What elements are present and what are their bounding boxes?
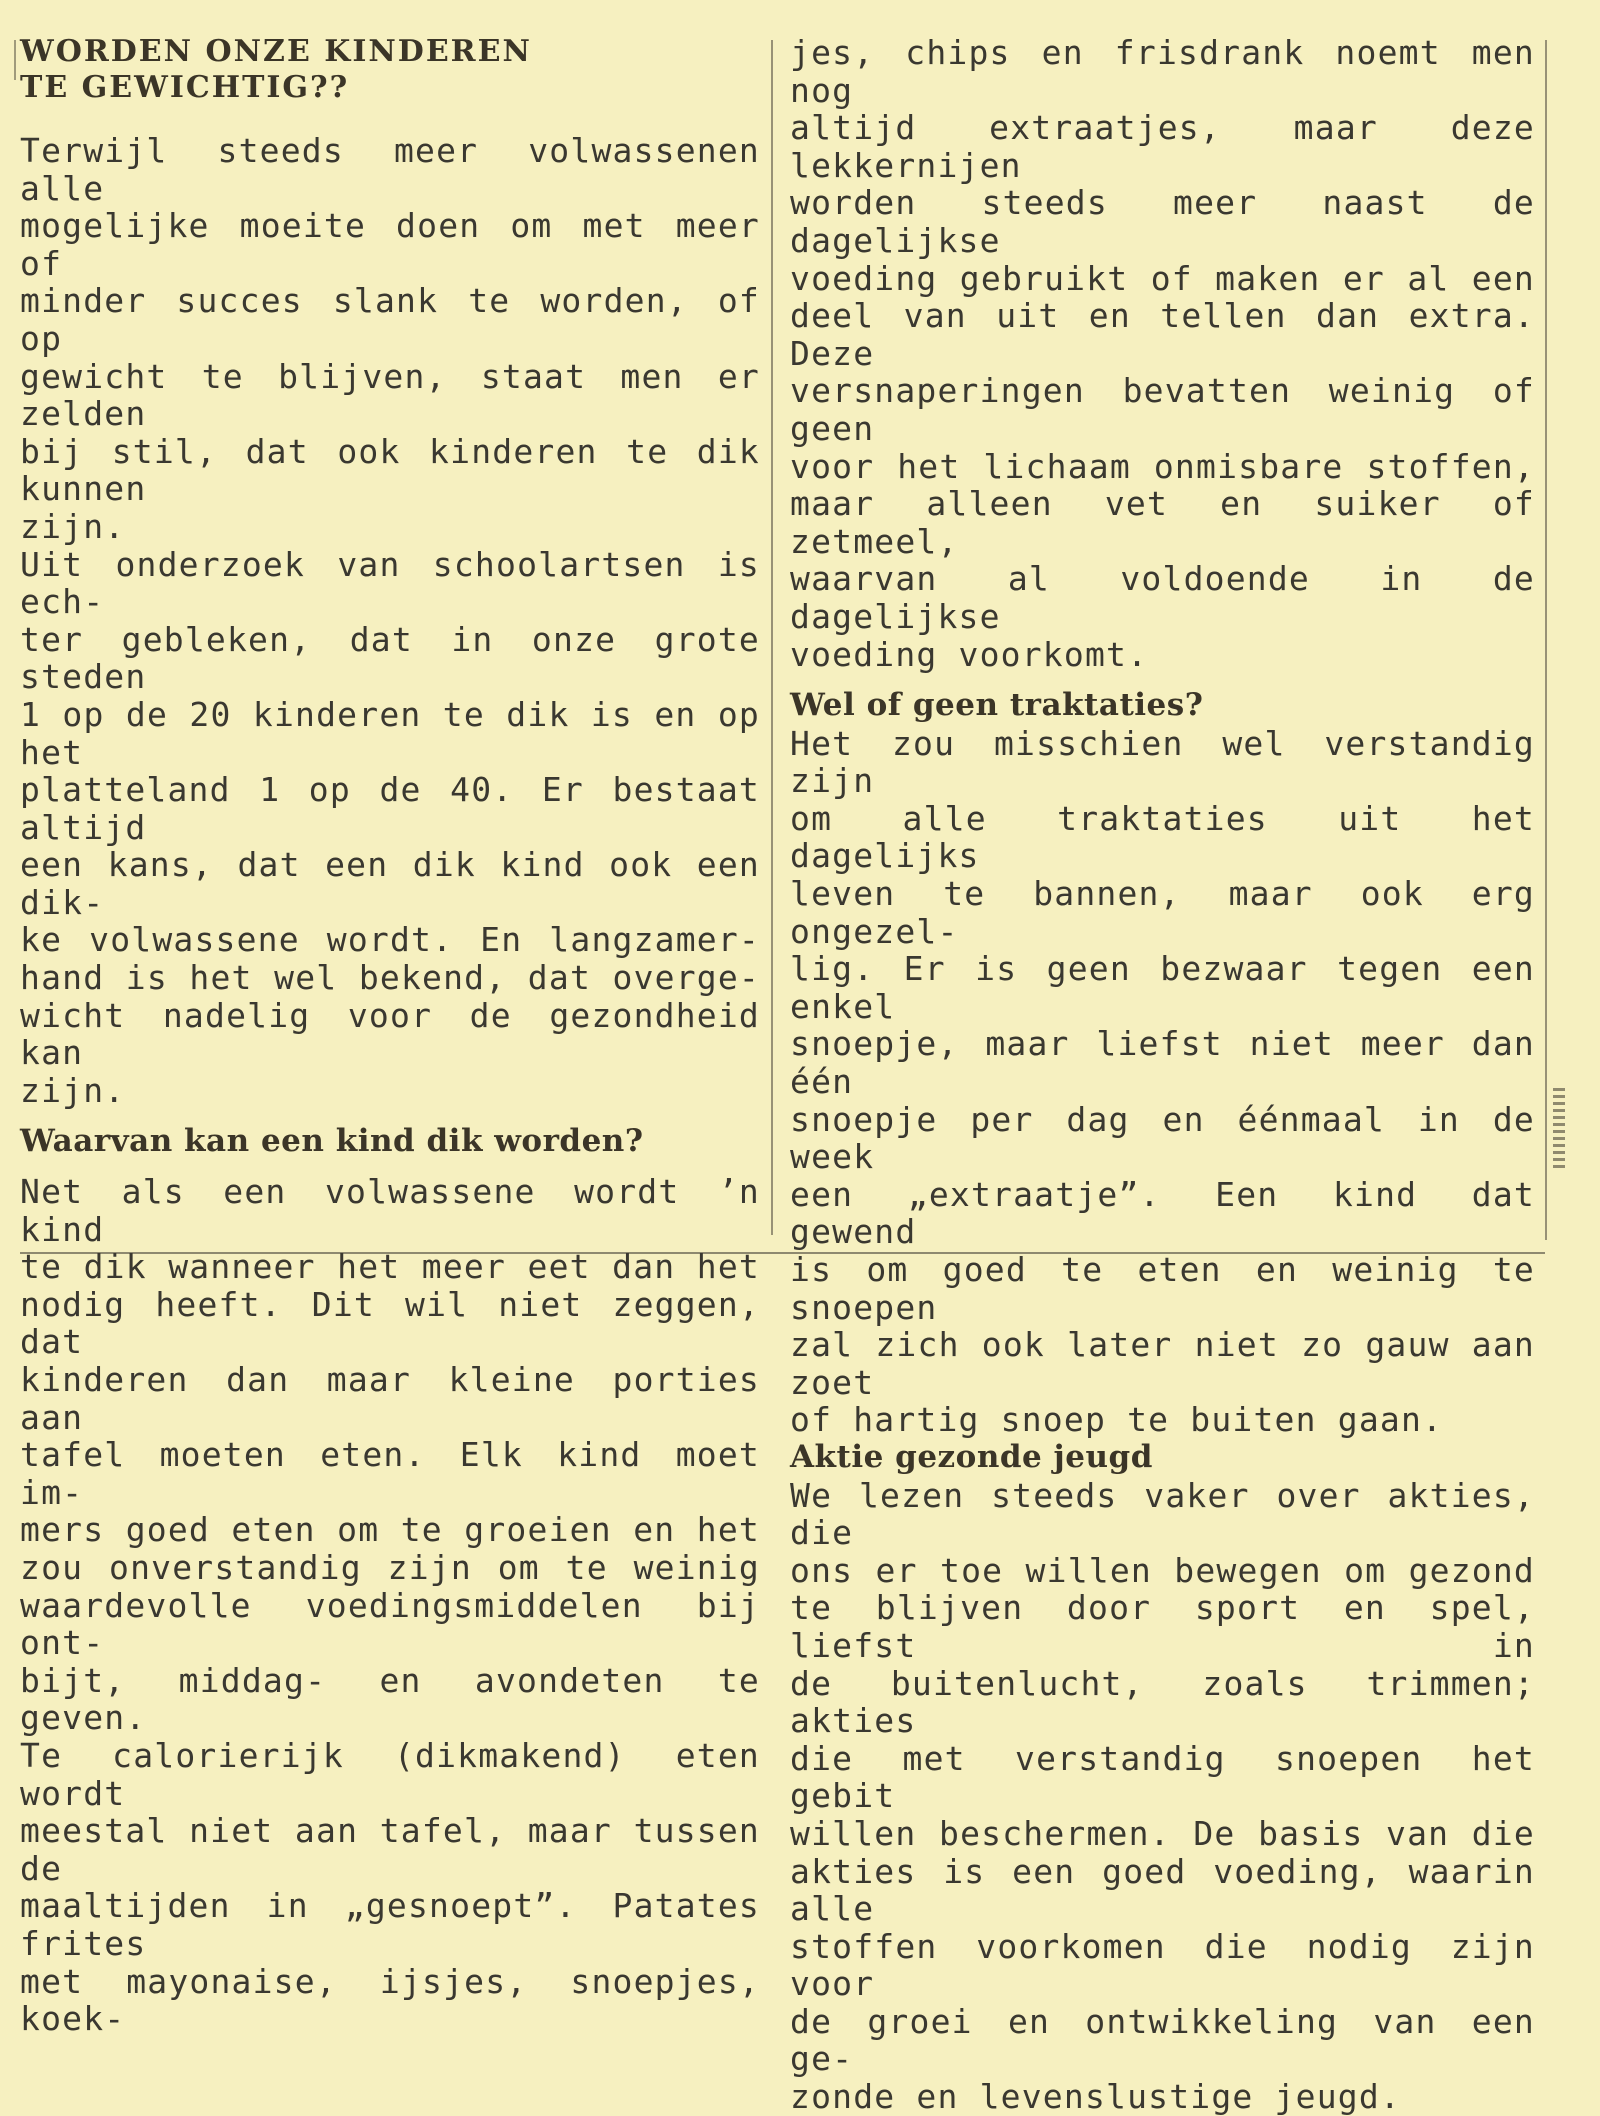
paragraph-treats [790,725,1535,1439]
title-line: TE GEWICHTIG?? [20,70,350,105]
text-line: Uit onderzoek van schoolartsen is ech- [20,544,760,622]
text-line: zonde en levenslustige jeugd. [790,2077,1401,2116]
column-divider-rule [771,40,773,1235]
text-line: tafel moeten eten. Elk kind moet im- [20,1435,760,1512]
text-line: ke volwassene wordt. En langzamer- [20,920,760,960]
text-line: lig. Er is geen bezwaar tegen een enkel [790,949,1535,1026]
left-column [20,34,760,2038]
paragraph-campaigns [790,1477,1535,2116]
text-line: te dik wanneer het meer eet dan het [20,1247,760,1287]
title-line: WORDEN ONZE KINDEREN [20,34,532,69]
text-line: voor het lichaam onmisbare stoffen, [790,446,1535,486]
text-line: mogelijke moeite doen om met meer of [20,206,760,283]
text-line: platteland 1 op de 40. Er bestaat altijd [20,770,760,847]
text-line: maar alleen vet en suiker of zetmeel, [790,484,1535,561]
text-line: altijd extraatjes, maar deze lekkernijen [790,108,1535,185]
text-line: zijn. [20,506,126,546]
text-line: 1 op de 20 kinderen te dik is en op het [20,694,760,772]
text-line: is om goed te eten en weinig te snoepen [790,1250,1535,1327]
text-line: voeding gebruikt of maken er al een [790,258,1535,298]
text-line: wicht nadelig voor de gezondheid kan [20,995,760,1073]
paragraph-intro [20,132,760,546]
subheading-traktaties: Wel of geen traktaties? [790,687,1204,724]
text-line: waardevolle voedingsmiddelen bij ont- [20,1585,760,1663]
text-line: kinderen dan maar kleine porties aan [20,1360,760,1437]
text-line: zijn. [20,1070,126,1110]
paragraph-extras [790,34,1535,673]
right-column [790,34,1535,2116]
text-line: zou onverstandig zijn om te weinig [20,1547,760,1587]
subheading-aktie: Aktie gezonde jeugd [790,1438,1153,1475]
text-line: We lezen steeds vaker over akties, die [790,1475,1535,1553]
text-line: nodig heeft. Dit wil niet zeggen, dat [20,1284,760,1362]
text-line: een „extraatje”. Een kind dat gewend [790,1174,1535,1252]
text-line: mers goed eten om te groeien en het [20,1510,760,1550]
text-line: de groei en ontwikkeling van een ge- [790,2001,1535,2079]
text-line: meestal niet aan tafel, maar tussen de [20,1811,760,1888]
text-line: Net als een volwassene wordt ’n kind [20,1172,760,1249]
subheading-waarvan: Waarvan kan een kind dik worden? [20,1123,644,1160]
text-line: maaltijden in „gesnoept”. Patates frites [20,1886,760,1963]
text-line: de buitenlucht, zoals trimmen; akties [790,1663,1535,1741]
text-line: jes, chips en frisdrank noemt men nog [790,33,1535,110]
text-line: gewicht te blijven, staat men er zelden [20,356,760,434]
text-line: leven te bannen, maar ook erg ongezel- [790,874,1535,951]
right-border-rule [1545,40,1547,1240]
article-title [20,34,760,106]
text-line: met mayonaise, ijsjes, snoepjes, koek- [20,1961,760,2039]
text-line: om alle traktaties uit het dagelijks [790,798,1535,876]
text-line: snoepje, maar liefst niet meer dan één [790,1024,1535,1102]
text-line: hand is het wel bekend, dat overge- [20,958,760,998]
text-line: een kans, dat een dik kind ook een dik- [20,845,760,922]
text-line: Het zou misschien wel verstandig zijn [790,723,1535,801]
text-line: stoffen voorkomen die nodig zijn voor [790,1926,1535,2004]
text-line: versnaperingen bevatten weinig of geen [790,371,1535,448]
text-line: deel van uit en tellen dan extra. Deze [790,296,1535,373]
text-line: voeding voorkomt. [790,634,1149,674]
paragraph-research [20,546,760,1110]
left-border-rule [14,40,16,80]
text-line: akties is een goed voeding, waarin alle [790,1851,1535,1929]
text-line: bijt, middag- en avondeten te geven. [20,1660,760,1738]
text-line: of hartig snoep te buiten gaan. [790,1400,1444,1440]
text-line: te blijven door sport en spel, liefst in [790,1588,1535,1665]
text-line: Terwijl steeds meer volwassenen alle [20,131,760,208]
text-line: ons er toe willen bewegen om gezond [790,1550,1535,1590]
text-line: worden steeds meer naast de dagelijkse [790,183,1535,260]
text-line: zal zich ook later niet zo gauw aan zoet [790,1325,1535,1402]
text-line: waarvan al voldoende in de dagelijkse [790,559,1535,636]
text-line: Te calorierijk (dikmakend) eten wordt [20,1735,760,1813]
text-line: snoepje per dag en éénmaal in de week [790,1099,1535,1177]
perforation-mark [1553,1088,1565,1168]
text-line: minder succes slank te worden, of op [20,281,760,358]
text-line: die met verstandig snoepen het gebit [790,1738,1535,1816]
paragraph-eating [20,1173,760,2038]
text-line: bij stil, dat ook kinderen te dik kunnen [20,431,760,509]
text-line: willen beschermen. De basis van die [790,1813,1535,1853]
text-line: ter gebleken, dat in onze grote steden [20,619,760,697]
